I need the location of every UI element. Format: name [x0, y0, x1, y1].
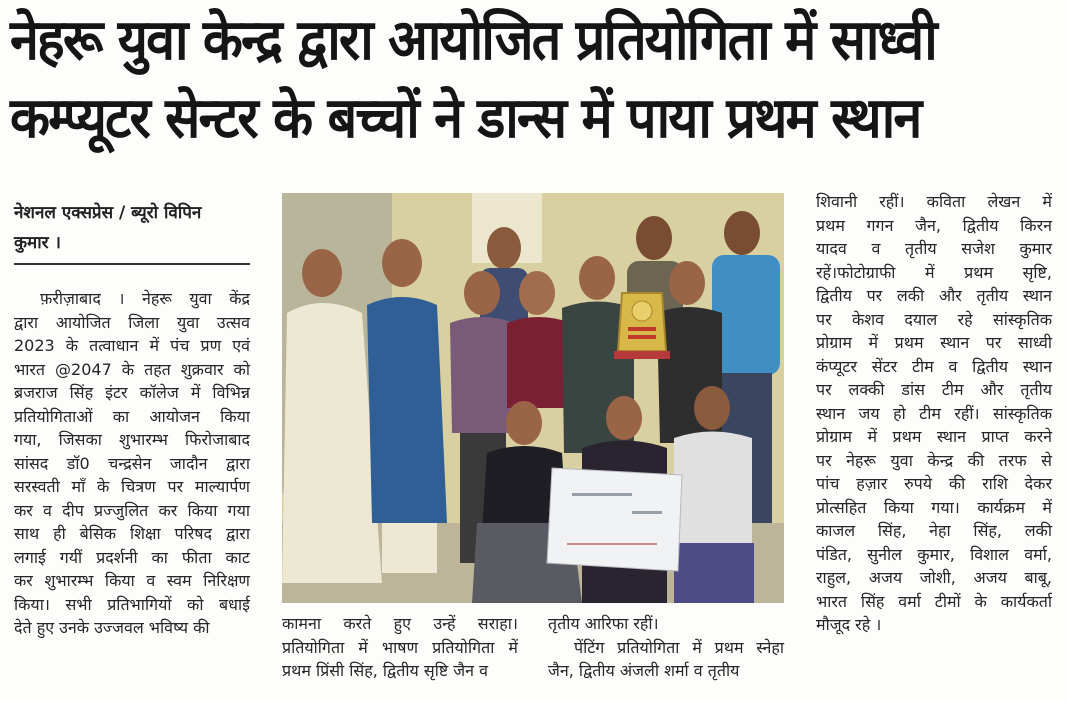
article-column-1 — [14, 287, 250, 640]
article-text-line: द्वितीय पर लकी और तृतीय स्थान — [816, 286, 1052, 305]
article-text-line: शिवानी रहीं। कविता लेखन में — [816, 192, 1052, 211]
article-column-4 — [816, 190, 1052, 637]
article-text-line: भारत सिंह वर्मा टीमों के कार्यकर्ता — [816, 591, 1052, 611]
article-text-line: भारत @2047 के तहत शुक्रवार को — [14, 359, 250, 379]
article-text-line: पर केशव दयाल रहे सांस्कृतिक — [816, 309, 1052, 329]
headline — [10, 2, 987, 158]
article-text-line: साथ ही बेसिक शिक्षा परिषद द्वारा — [14, 524, 250, 543]
article-text-line: पांच हज़ार रुपये की राशि देकर — [816, 474, 1052, 493]
article-text-line: तृतीय आरिफा रहीं। — [548, 614, 659, 633]
article-text-line: पर लक्की डांस टीम और तृतीय — [816, 380, 1052, 399]
article-text-line: 2023 के तत्वाधान में पंच प्रण एवं — [14, 336, 250, 355]
article-text-line: यादव व तृतीय सजेश कुमार — [816, 239, 1052, 258]
byline-line-1: नेशनल एक्सप्रेस / ब्यूरो विपिन — [14, 203, 202, 223]
byline — [14, 198, 250, 258]
article-text-line: प्रथम गगन जैन, द्वितीय किरन — [816, 215, 1052, 235]
article-text-line: जैन, द्वितीय अंजली शर्मा व तृतीय — [548, 661, 740, 680]
article-text-line: प्रोग्राम में प्रथम स्थान प्राप्त करने — [816, 427, 1052, 446]
article-text-line: स्थान जय हो टीम रहीं। सांस्कृतिक — [816, 403, 1052, 423]
article-text-line: फ़रीज़ाबाद । नेहरू युवा केंद्र — [40, 289, 250, 308]
article-text-line: लगाई गयीं प्रदर्शनी का फीता काट — [14, 547, 250, 567]
article-text-line: देते हुए उनके उज्जवल भविष्य की — [14, 618, 210, 637]
article-text-line: द्वारा आयोजित जिला युवा उत्सव — [14, 312, 250, 332]
article-text-line: कर शुभारम्भ किया व स्वम निरिक्षण — [14, 571, 250, 590]
article-text-line: किया। सभी प्रतिभागियों को बधाई — [14, 594, 250, 614]
article-text-line: ब्रजराज सिंह इंटर कॉलेज में विभिन्न — [14, 383, 250, 402]
article-text-line: प्रथम प्रिंसी सिंह, द्वितीय सृष्टि जैन व — [282, 661, 489, 680]
byline-divider — [14, 263, 250, 265]
article-text-line: प्रतियोगिताओं का आयोजन किया — [14, 406, 250, 426]
article-text-line: कर व दीप प्रज्जुलित कर किया गया — [14, 500, 250, 520]
news-photo — [282, 193, 784, 603]
article-text-line: पंडित, सुनील कुमार, विशाल वर्मा, — [816, 544, 1052, 564]
headline-line-2: कम्प्यूटर सेन्टर के बच्चों ने डान्स में पाया प्रथम स्थान — [10, 86, 921, 151]
article-text-line: काजल सिंह, नेहा सिंह, लकी — [816, 521, 1052, 540]
byline-line-2: कुमार । — [14, 233, 61, 253]
article-text-line: प्रोग्राम में प्रथम स्थान पर साध्वी — [816, 333, 1052, 352]
article-column-3 — [548, 612, 784, 683]
article-text-line: मौजूद रहे । — [816, 615, 882, 634]
headline-line-1: नेहरू युवा केन्द्र द्वारा आयोजित प्रतियोगिता में साध्वी — [10, 8, 936, 73]
article-text-line: सरस्वती माँ के चित्रण पर माल्यार्पण — [14, 477, 250, 496]
article-text-line: प्रतियोगिता में भाषण प्रतियोगिता में — [282, 637, 518, 657]
article-text-line: सांसद डॉ0 चन्द्रसेन जादौन द्वारा — [14, 453, 250, 473]
article-text-line: गया, जिसका शुभारम्भ फिरोजाबाद — [14, 430, 250, 449]
article-text-line: प्रोत्सहित किया गया। कार्यक्रम में — [816, 497, 1052, 517]
article-text-line: रहें।फोटोग्राफी में प्रथम सृष्टि, — [816, 262, 1052, 282]
cheque-icon — [547, 468, 682, 571]
trophy-icon — [614, 293, 670, 359]
article-text-line: पेंटिंग प्रतियोगिता में प्रथम स्नेहा — [574, 637, 784, 657]
group-photo-illustration — [282, 193, 784, 603]
article-text-line: कामना करते हुए उन्हें सराहा। — [282, 614, 518, 633]
article-text-line: राहुल, अजय जोशी, अजय बाबू, — [816, 568, 1052, 587]
article-text-line: पर नेहरू युवा केन्द्र की तरफ से — [816, 450, 1052, 470]
article-column-2 — [282, 612, 518, 683]
article-text-line: कंप्यूटर सेंटर टीम व द्वितीय स्थान — [816, 356, 1052, 376]
